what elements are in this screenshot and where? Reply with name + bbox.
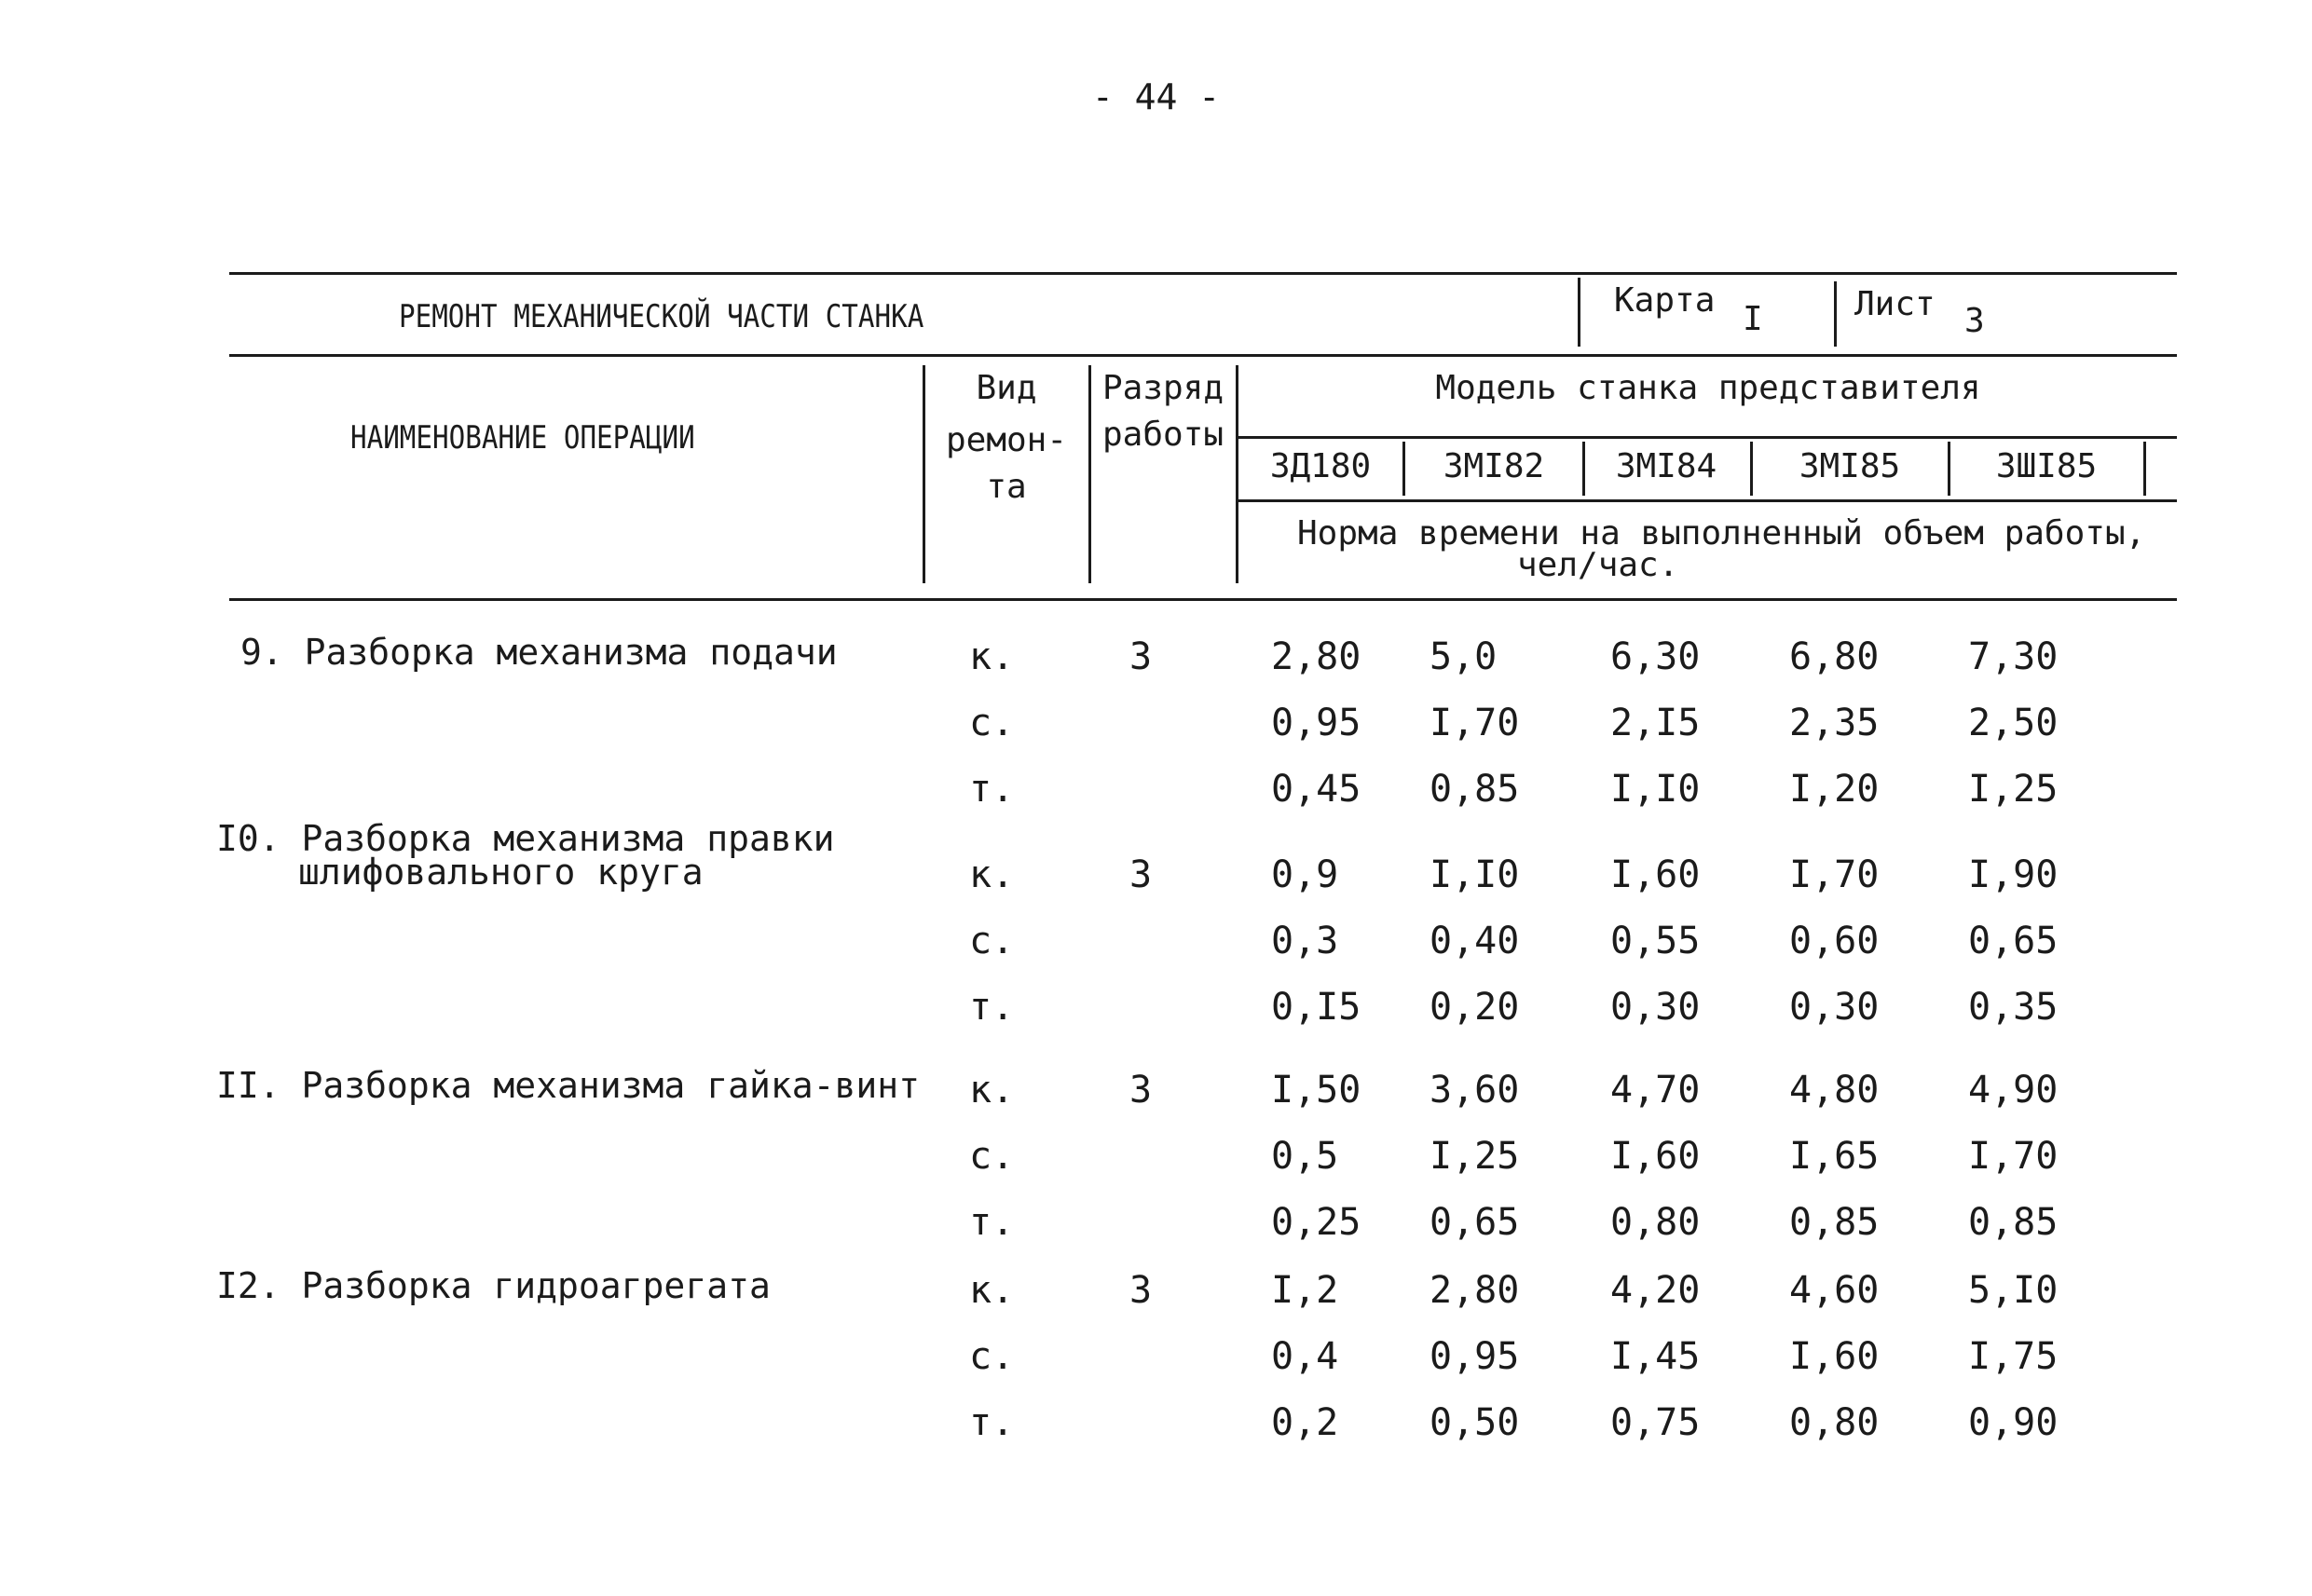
grade-cell: 3	[1129, 635, 1153, 678]
grade-cell: 3	[1129, 853, 1153, 896]
norm-value-cell: 0,85	[1430, 768, 1520, 811]
norm-value-cell: 5,I0	[1968, 1269, 2059, 1312]
sheet-value: 3	[1964, 302, 1985, 340]
model-header-1: 3Д180	[1269, 447, 1372, 485]
norm-value-cell: I,75	[1968, 1335, 2059, 1378]
section-title: РЕМОНТ МЕХАНИЧЕСКОЙ ЧАСТИ СТАНКА	[399, 298, 924, 335]
norm-value-cell: 0,85	[1968, 1201, 2059, 1244]
norm-value-cell: 0,30	[1789, 986, 1880, 1029]
norm-value-cell: 0,75	[1610, 1401, 1701, 1444]
norm-value-cell: 6,30	[1610, 635, 1701, 678]
norm-value-cell: 0,40	[1430, 920, 1520, 962]
norm-value-cell: 4,70	[1610, 1069, 1701, 1112]
norm-value-cell: 2,35	[1789, 702, 1880, 744]
norm-value-cell: 3,60	[1430, 1069, 1520, 1112]
norm-value-cell: 0,20	[1430, 986, 1520, 1029]
repair-type-cell: с.	[969, 1135, 1015, 1178]
card-value: I	[1743, 300, 1763, 338]
repair-type-header-line-2: ремон-	[945, 421, 1068, 459]
operation-name: 9. Разборка механизма подачи	[240, 632, 838, 673]
model-header-4: 3МI85	[1799, 447, 1901, 485]
norm-value-cell: I,65	[1789, 1135, 1880, 1178]
norm-value-cell: 0,50	[1430, 1401, 1520, 1444]
norm-value-cell: I,60	[1789, 1335, 1880, 1378]
norm-value-cell: 0,35	[1968, 986, 2059, 1029]
title-bottom-rule	[229, 354, 2177, 357]
sheet-label: Лист	[1854, 285, 1936, 323]
grade-header-line-1: Разряд	[1101, 369, 1224, 407]
col-divider-type	[1088, 365, 1091, 583]
norm-value-cell: I,I0	[1430, 853, 1520, 896]
norm-value-cell: I,2	[1271, 1269, 1339, 1312]
norm-value-cell: I,45	[1610, 1335, 1701, 1378]
norm-value-cell: 0,65	[1430, 1201, 1520, 1244]
operation-header: НАИМЕНОВАНИЕ ОПЕРАЦИИ	[350, 419, 695, 457]
grade-header-line-2: работы	[1101, 416, 1224, 454]
operation-name: шлифовального круга	[298, 852, 704, 893]
norm-value-cell: 0,4	[1271, 1335, 1339, 1378]
repair-type-cell: т.	[969, 768, 1015, 811]
repair-type-cell: с.	[969, 920, 1015, 962]
norm-value-cell: I,I0	[1610, 768, 1701, 811]
norm-value-cell: 4,20	[1610, 1269, 1701, 1312]
norm-value-cell: 4,60	[1789, 1269, 1880, 1312]
norm-value-cell: 5,0	[1430, 635, 1498, 678]
norm-value-cell: 0,85	[1789, 1201, 1880, 1244]
norm-value-cell: 0,60	[1789, 920, 1880, 962]
norm-header-line-2: чел/час.	[1517, 546, 1679, 584]
norm-value-cell: I,60	[1610, 1135, 1701, 1178]
repair-type-header-line-1: Вид	[976, 369, 1037, 407]
norm-value-cell: 0,25	[1271, 1201, 1361, 1244]
norm-value-cell: I,70	[1789, 853, 1880, 896]
repair-type-cell: т.	[969, 1401, 1015, 1444]
model-header-5: 3ШI85	[1995, 447, 2098, 485]
repair-type-cell: к.	[969, 1069, 1015, 1112]
col-divider-operation	[923, 365, 925, 583]
models-bottom-rule	[1238, 499, 2177, 502]
repair-type-cell: т.	[969, 986, 1015, 1029]
model-group-header: Модель станка представителя	[1435, 369, 1981, 407]
header-bottom-rule	[229, 598, 2177, 601]
model-header-2: 3МI82	[1443, 447, 1545, 485]
norm-value-cell: I,70	[1430, 702, 1520, 744]
repair-type-cell: к.	[969, 1269, 1015, 1312]
repair-type-header-line-3: та	[986, 468, 1027, 506]
norm-value-cell: 4,90	[1968, 1069, 2059, 1112]
norm-value-cell: 0,9	[1271, 853, 1339, 896]
norm-value-cell: 0,95	[1430, 1335, 1520, 1378]
repair-type-cell: к.	[969, 635, 1015, 678]
norm-value-cell: 2,I5	[1610, 702, 1701, 744]
norm-value-cell: I,50	[1271, 1069, 1361, 1112]
operation-name: I0. Разборка механизма правки	[216, 818, 835, 859]
model-header-3: 3МI84	[1615, 447, 1717, 485]
norm-value-cell: 0,30	[1610, 986, 1701, 1029]
repair-type-cell: к.	[969, 853, 1015, 896]
repair-type-cell: с.	[969, 702, 1015, 744]
norm-value-cell: I,90	[1968, 853, 2059, 896]
norm-value-cell: 0,95	[1271, 702, 1361, 744]
model-divider-5	[2143, 442, 2146, 496]
models-top-rule	[1238, 436, 2177, 439]
norm-value-cell: 7,30	[1968, 635, 2059, 678]
norm-value-cell: 0,80	[1610, 1201, 1701, 1244]
norm-header-line-1: Норма времени на выполненный объем работы,	[1297, 514, 2146, 552]
norm-value-cell: 0,80	[1789, 1401, 1880, 1444]
norm-value-cell: I,60	[1610, 853, 1701, 896]
norm-value-cell: 0,2	[1271, 1401, 1339, 1444]
norm-value-cell: 2,80	[1430, 1269, 1520, 1312]
col-divider-grade	[1236, 365, 1238, 583]
norm-value-cell: 6,80	[1789, 635, 1880, 678]
norm-value-cell: 0,I5	[1271, 986, 1361, 1029]
norm-value-cell: 2,50	[1968, 702, 2059, 744]
norm-value-cell: I,70	[1968, 1135, 2059, 1178]
repair-type-cell: т.	[969, 1201, 1015, 1244]
card-divider	[1578, 278, 1580, 347]
norm-value-cell: I,20	[1789, 768, 1880, 811]
grade-cell: 3	[1129, 1069, 1153, 1112]
norm-value-cell: I,25	[1430, 1135, 1520, 1178]
norm-value-cell: 0,3	[1271, 920, 1339, 962]
norm-value-cell: 0,5	[1271, 1135, 1339, 1178]
table-top-rule	[229, 272, 2177, 275]
operation-name: II. Разборка механизма гайка-винт	[216, 1065, 920, 1106]
norm-value-cell: 2,80	[1271, 635, 1361, 678]
norm-value-cell: I,25	[1968, 768, 2059, 811]
norm-value-cell: 0,90	[1968, 1401, 2059, 1444]
norm-value-cell: 0,45	[1271, 768, 1361, 811]
grade-cell: 3	[1129, 1269, 1153, 1312]
norm-value-cell: 4,80	[1789, 1069, 1880, 1112]
card-label: Карта	[1614, 281, 1716, 320]
sheet-divider	[1834, 281, 1837, 347]
operation-name: I2. Разборка гидроагрегата	[216, 1265, 771, 1306]
page-number: - 44 -	[1091, 76, 1221, 117]
norm-value-cell: 0,65	[1968, 920, 2059, 962]
norm-value-cell: 0,55	[1610, 920, 1701, 962]
repair-type-cell: с.	[969, 1335, 1015, 1378]
